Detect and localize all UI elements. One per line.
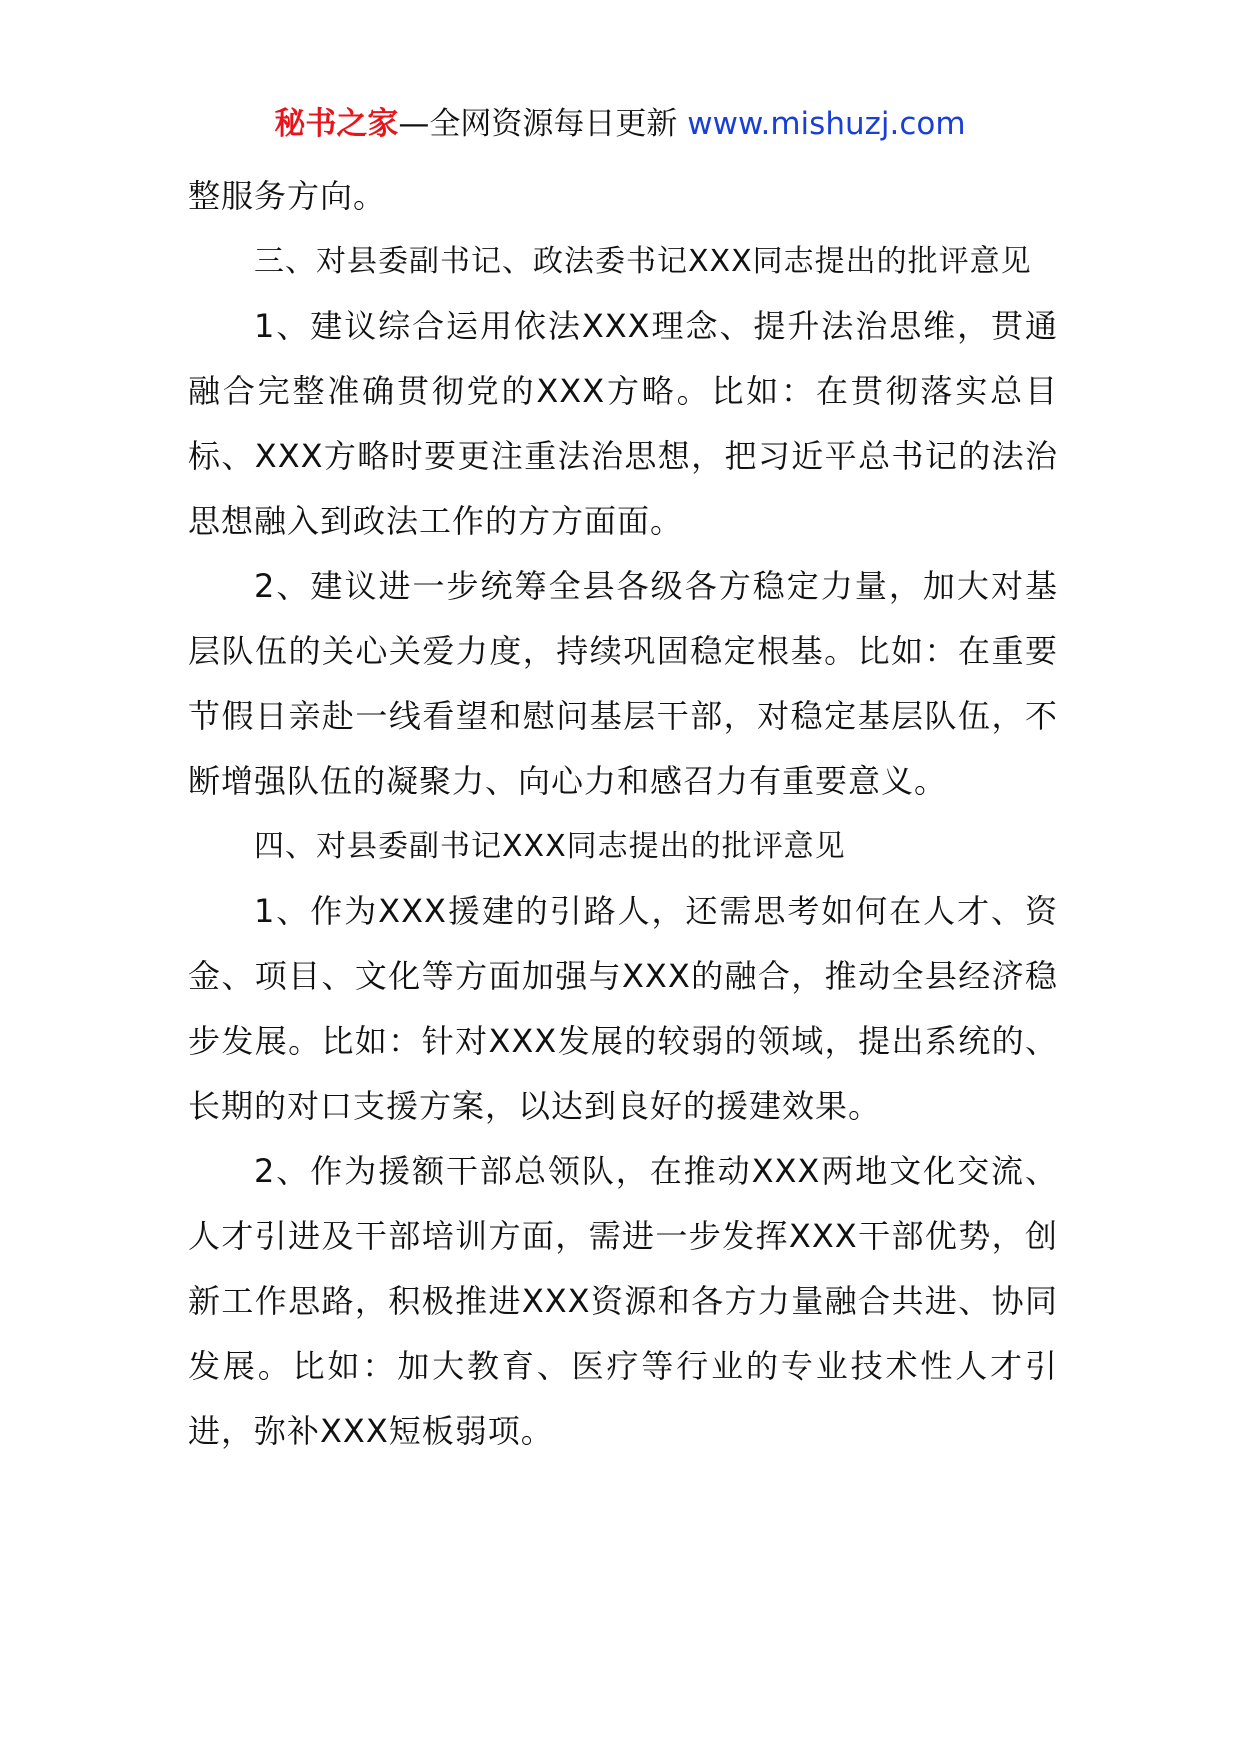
brand-name: 秘书之家 — [274, 106, 399, 142]
section-heading-4: 四、对县委副书记XXX同志提出的批评意见 — [254, 829, 846, 864]
paragraph-4-2: 2、作为援额干部总领队，在推动XXX两地文化交流、人才引进及干部培训方面，需进一步发挥XXX干部优势，创新工作思路，积极推进XXX资源和各方力量融合共进、协同发展。比如：加大教育、医疗等行业的专业技术性人才引进，弥补XXX短板弱项。 — [188, 1152, 1058, 1450]
paragraph-continuation: 整服务方向。 — [188, 177, 387, 215]
section-heading-3: 三、对县委副书记、政法委书记XXX同志提出的批评意见 — [254, 244, 1032, 279]
paragraph-3-2: 2、建议进一步统筹全县各级各方稳定力量，加大对基层队伍的关心关爱力度，持续巩固稳定根基。比如：在重要节假日亲赴一线看望和慰问基层干部，对稳定基层队伍，不断增强队伍的凝聚力、向心力和感召力有重要意义。 — [188, 567, 1058, 800]
paragraph-4-1: 1、作为XXX援建的引路人，还需思考如何在人才、资金、项目、文化等方面加强与XXX的融合，推动全县经济稳步发展。比如：针对XXX发展的较弱的领域，提出系统的、长期的对口支援方案，以达到良好的援建效果。 — [188, 892, 1058, 1125]
document-body — [188, 164, 1058, 1464]
paragraph-3-1: 1、建议综合运用依法XXX理念、提升法治思维，贯通融合完整准确贯彻党的XXX方略。比如：在贯彻落实总目标、XXX方略时要更注重法治思想，把习近平总书记的法治思想融入到政法工作的方方面面。 — [188, 307, 1058, 540]
page-header — [0, 102, 1240, 146]
website-link[interactable]: www.mishuzj.com — [687, 106, 966, 142]
header-tagline: —全网资源每日更新 — [398, 106, 678, 142]
